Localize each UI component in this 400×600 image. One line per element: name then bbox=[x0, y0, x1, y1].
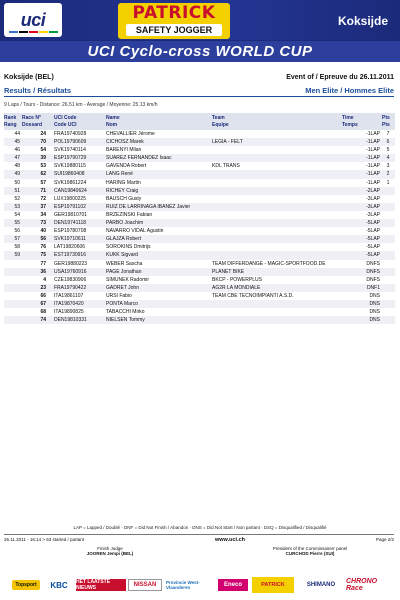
cell-time: -5LAP bbox=[366, 252, 380, 259]
cell-bib: 23 bbox=[40, 284, 46, 291]
laps-info: 9 Laps / Tours - Distance: 26.51 km - Average / Moyenne: 25.13 km/h bbox=[4, 102, 158, 108]
cell-bib: 34 bbox=[40, 211, 46, 218]
cell-code: SVK19710611 bbox=[54, 236, 86, 243]
cell-code: USA19760916 bbox=[54, 268, 87, 275]
cell-team: PLANET BIKE bbox=[212, 268, 245, 275]
cell-bib: 40 bbox=[40, 228, 46, 235]
table-row bbox=[4, 276, 395, 284]
cell-code: POL19790609 bbox=[54, 139, 87, 146]
cell-name: CHEVALLIER Jérome bbox=[106, 131, 155, 137]
table-row bbox=[4, 316, 395, 324]
cell-name: NIELSEN Tommy bbox=[106, 317, 145, 324]
cell-code: LAT19820606 bbox=[54, 244, 86, 251]
cell-team: BKCP - POWERPLUS bbox=[212, 276, 262, 283]
table-row bbox=[4, 292, 395, 300]
cell-pts: 7 bbox=[386, 131, 390, 137]
cell-time: -1LAP bbox=[366, 131, 380, 137]
table-row bbox=[4, 146, 395, 154]
cell-pts: 4 bbox=[386, 155, 390, 162]
table-row bbox=[4, 268, 395, 276]
cell-code: DEN19810331 bbox=[54, 317, 87, 324]
cell-rank: 44 bbox=[14, 131, 20, 137]
cell-time: DNFS bbox=[366, 268, 380, 275]
cell-time: DNS bbox=[369, 300, 380, 307]
cell-name: PAGE Jonathan bbox=[106, 268, 142, 275]
sponsor-strip bbox=[4, 574, 396, 598]
cell-name: SOROKINS Dmitrijs bbox=[106, 244, 151, 251]
cell-name: PARBO Joachim bbox=[106, 220, 144, 227]
cell-pts: 3 bbox=[386, 163, 390, 170]
cell-code: GER19880223 bbox=[54, 260, 88, 267]
cell-bib: 39 bbox=[40, 155, 46, 162]
cell-rank: 48 bbox=[14, 163, 20, 170]
cell-bib: 66 bbox=[40, 292, 46, 299]
table-row bbox=[4, 300, 395, 308]
president-name: CURCHOD Pierre (SUI) bbox=[285, 551, 335, 556]
table-row bbox=[4, 195, 395, 203]
cell-pts: 5 bbox=[386, 147, 390, 154]
cell-rank: 47 bbox=[14, 155, 20, 162]
cell-team: AG2R LA MONDIALE bbox=[212, 284, 261, 291]
cell-rank: 46 bbox=[14, 147, 20, 154]
cell-time: -1LAP bbox=[366, 163, 380, 170]
eneco-logo: Eneco bbox=[218, 579, 248, 591]
chrono-race-logo: CHRONO Race bbox=[346, 578, 378, 592]
patrick-sponsor-logo: PATRICK bbox=[252, 577, 294, 593]
cell-code: FRA19790422 bbox=[54, 284, 87, 291]
table-row bbox=[4, 308, 395, 316]
cell-bib: 37 bbox=[40, 203, 46, 210]
table-row bbox=[4, 227, 395, 235]
col-bib-header: Race N° Dossard bbox=[22, 115, 43, 128]
col-team-header: Team Equipe bbox=[212, 115, 229, 128]
cell-time: -1LAP bbox=[366, 155, 380, 162]
cell-bib: 73 bbox=[40, 220, 46, 227]
cell-name: HARING Martin bbox=[106, 179, 141, 186]
cell-bib: 77 bbox=[40, 260, 46, 267]
divider bbox=[4, 96, 394, 97]
finish-judge-title: Finish Judge bbox=[97, 546, 123, 551]
cell-time: -1LAP bbox=[366, 171, 380, 178]
cell-pts: 2 bbox=[386, 171, 390, 178]
cell-bib: 62 bbox=[40, 171, 46, 178]
event-date: Event of / Epreuve du 26.11.2011 bbox=[286, 74, 394, 81]
cell-code: FRA19740928 bbox=[54, 131, 87, 137]
cell-team: KDL TRANS bbox=[212, 163, 240, 170]
cell-time: DNF1 bbox=[366, 284, 380, 291]
cell-rank: 53 bbox=[14, 203, 20, 210]
uci-logo bbox=[4, 3, 62, 37]
hln-logo: HET LAATSTE NIEUWS bbox=[76, 579, 126, 591]
uci-rainbow-stripes bbox=[9, 31, 58, 33]
cell-team: TEAM DIFFERDANGE - MAGIC-SPORTFOOD.DE bbox=[212, 260, 326, 267]
table-row bbox=[4, 179, 395, 187]
table-row bbox=[4, 138, 395, 146]
commissaires-president bbox=[230, 546, 390, 556]
col-pts-header: Pts Pts bbox=[382, 115, 390, 128]
cell-code: EST19730916 bbox=[54, 252, 86, 259]
cell-code: GER19810701 bbox=[54, 211, 88, 218]
cell-time: -3LAP bbox=[366, 203, 380, 210]
cell-code: ESP19780708 bbox=[54, 228, 87, 235]
cell-name: PONTA Marco bbox=[106, 300, 138, 307]
cell-code: LUX19800225 bbox=[54, 195, 86, 202]
cell-time: -3LAP bbox=[366, 195, 380, 202]
nissan-logo: NISSAN bbox=[128, 579, 162, 591]
president-title: President of the Commissaires' panel bbox=[272, 546, 348, 551]
cell-team: LEGIA - FELT bbox=[212, 139, 243, 146]
cell-team: TEAM CBE TECNOIMPIANTI A.S.D. bbox=[212, 292, 294, 299]
results-label: Results / Résultats bbox=[4, 86, 72, 95]
patrick-logo-sub: SAFETY JOGGER bbox=[126, 24, 222, 36]
uci-stripe bbox=[39, 31, 48, 33]
cell-code: SUI19860408 bbox=[54, 171, 85, 178]
kbc-logo: KBC bbox=[50, 580, 68, 590]
finish-judge-name: JOOREN Jempi (BEL) bbox=[86, 551, 134, 556]
cell-bib: 67 bbox=[40, 300, 46, 307]
cell-name: BRZEZINSKI Fabian bbox=[106, 211, 153, 218]
col-time-header: Time Temps bbox=[342, 115, 358, 128]
cell-code: CAN19840624 bbox=[54, 187, 87, 194]
table-row bbox=[4, 211, 395, 219]
cell-name: RUIZ DE LARRINAGA IBANEZ Javier bbox=[106, 203, 191, 210]
cell-rank: 56 bbox=[14, 228, 20, 235]
cell-code: ESP19790729 bbox=[54, 155, 87, 162]
cell-rank: 55 bbox=[14, 220, 20, 227]
cell-bib: 4 bbox=[43, 276, 46, 283]
cell-name: SUAREZ FERNANDEZ Isaac bbox=[106, 155, 172, 162]
cell-bib: 70 bbox=[40, 139, 46, 146]
footer-divider bbox=[4, 534, 394, 535]
cell-time: -1LAP bbox=[366, 179, 380, 186]
table-row bbox=[4, 219, 395, 227]
print-timestamp: 26.11.2011 - 16:14 > 63 started / partant bbox=[4, 537, 85, 542]
table-row bbox=[4, 154, 395, 162]
province-logo: Provincie West-Vlaanderen bbox=[166, 580, 200, 590]
table-body bbox=[4, 130, 395, 324]
topsport-logo bbox=[8, 574, 44, 596]
page-number: Page 2/2 bbox=[375, 537, 394, 542]
cell-name: SIMUNEK Radomir bbox=[106, 276, 150, 283]
cell-code: ITA19890825 bbox=[54, 309, 84, 316]
cell-bib: 75 bbox=[40, 252, 46, 259]
table-row bbox=[4, 235, 395, 243]
cell-name: GAVENDA Robert bbox=[106, 163, 147, 170]
legend: LAP = Lapped / Doublé · DNF = Did Not Finish / Abandon · DNS = Did Not Start / Non partant · DSQ = Disqualified / Disqualifié bbox=[73, 525, 327, 530]
cell-time: DNS bbox=[369, 317, 380, 324]
event-place: Koksijde bbox=[337, 14, 388, 28]
table-row bbox=[4, 260, 395, 268]
cell-time: DNS bbox=[369, 309, 380, 316]
cell-name: GLAJZA Robert bbox=[106, 236, 142, 243]
event-info-row bbox=[4, 74, 394, 81]
table-row bbox=[4, 170, 395, 178]
cell-bib: 68 bbox=[40, 309, 46, 316]
cell-time: DNFS bbox=[366, 276, 380, 283]
table-row bbox=[4, 284, 395, 292]
results-table bbox=[4, 113, 395, 324]
cell-rank: 52 bbox=[14, 195, 20, 202]
cell-bib: 24 bbox=[40, 131, 46, 137]
cell-rank: 50 bbox=[14, 179, 20, 186]
cell-bib: 36 bbox=[40, 268, 46, 275]
uci-stripe bbox=[9, 31, 18, 33]
uci-stripe bbox=[49, 31, 58, 33]
cell-code: ESP19791102 bbox=[54, 203, 86, 210]
cell-time: -5LAP bbox=[366, 220, 380, 227]
table-row bbox=[4, 251, 395, 259]
event-title: UCI Cyclo-cross WORLD CUP bbox=[0, 41, 400, 62]
table-row bbox=[4, 162, 395, 170]
cell-bib: 72 bbox=[40, 195, 46, 202]
category-label: Men Elite / Hommes Elite bbox=[305, 86, 394, 95]
cell-time: DNS bbox=[369, 292, 380, 299]
patrick-logo-main: PATRICK bbox=[132, 3, 216, 23]
table-row bbox=[4, 203, 395, 211]
cell-name: BAUSCH Gusty bbox=[106, 195, 142, 202]
patrick-logo bbox=[118, 3, 230, 39]
cell-rank: 57 bbox=[14, 236, 20, 243]
cell-time: -2LAP bbox=[366, 187, 380, 194]
cell-name: GADRET John bbox=[106, 284, 139, 291]
cell-bib: 71 bbox=[40, 187, 46, 194]
cell-name: LANG René bbox=[106, 171, 133, 178]
cell-time: -1LAP bbox=[366, 147, 380, 154]
table-row bbox=[4, 187, 395, 195]
cell-pts: 6 bbox=[386, 139, 390, 146]
cell-name: TABACCHI Mirko bbox=[106, 309, 145, 316]
results-row bbox=[4, 86, 394, 95]
location: Koksijde (BEL) bbox=[4, 74, 54, 81]
uci-stripe bbox=[29, 31, 38, 33]
table-header bbox=[4, 113, 395, 130]
cell-bib: 57 bbox=[40, 179, 46, 186]
cell-name: URSI Fabio bbox=[106, 292, 132, 299]
uci-stripe bbox=[19, 31, 28, 33]
cell-name: NAVARRO VIDAL Agustin bbox=[106, 228, 164, 235]
footer-row bbox=[4, 537, 394, 543]
cell-code: CZE19830906 bbox=[54, 276, 87, 283]
cell-time: DNFS bbox=[366, 260, 380, 267]
header-banner bbox=[0, 0, 400, 62]
cell-name: BARENYI Milan bbox=[106, 147, 142, 154]
uci-logo-text: uci bbox=[20, 9, 46, 30]
topsport-logo-text: Topsport bbox=[12, 580, 39, 590]
table-row bbox=[4, 243, 395, 251]
col-code-header: UCI Code Code UCI bbox=[54, 115, 77, 128]
table-row bbox=[4, 130, 395, 138]
col-rank-header: Rank Rang bbox=[4, 115, 17, 128]
cell-bib: 53 bbox=[40, 163, 46, 170]
cell-pts: 1 bbox=[386, 179, 390, 186]
cell-time: -5LAP bbox=[366, 244, 380, 251]
cell-code: SVK19880115 bbox=[54, 163, 86, 170]
cell-rank: 49 bbox=[14, 171, 20, 178]
col-name-header: Name Nom bbox=[106, 115, 120, 128]
cell-code: ITA19861107 bbox=[54, 292, 84, 299]
cell-bib: 54 bbox=[40, 147, 46, 154]
cell-code: SVK19740114 bbox=[54, 147, 86, 154]
cell-bib: 74 bbox=[40, 317, 46, 324]
cell-name: WEBER Sascha bbox=[106, 260, 143, 267]
cell-time: -1LAP bbox=[366, 139, 380, 146]
cell-time: -5LAP bbox=[366, 236, 380, 243]
cell-code: SVK19861224 bbox=[54, 179, 87, 186]
cell-rank: 54 bbox=[14, 211, 20, 218]
cell-time: -5LAP bbox=[366, 228, 380, 235]
cell-name: RICHEY Craig bbox=[106, 187, 139, 194]
cell-bib: 56 bbox=[40, 236, 46, 243]
cell-code: ITA19870420 bbox=[54, 300, 84, 307]
cell-bib: 76 bbox=[40, 244, 46, 251]
finish-judge bbox=[30, 546, 190, 556]
cell-name: CICHOSZ Marek bbox=[106, 139, 144, 146]
cell-name: KUKK Sigvard bbox=[106, 252, 138, 259]
cell-rank: 59 bbox=[14, 252, 20, 259]
website-link[interactable]: www.uci.ch bbox=[214, 537, 246, 543]
cell-rank: 45 bbox=[14, 139, 20, 146]
shimano-logo: SHIMANO bbox=[306, 582, 336, 588]
cell-time: -3LAP bbox=[366, 211, 380, 218]
cell-code: DEN19741118 bbox=[54, 220, 87, 227]
cell-rank: 58 bbox=[14, 244, 20, 251]
cell-rank: 51 bbox=[14, 187, 20, 194]
